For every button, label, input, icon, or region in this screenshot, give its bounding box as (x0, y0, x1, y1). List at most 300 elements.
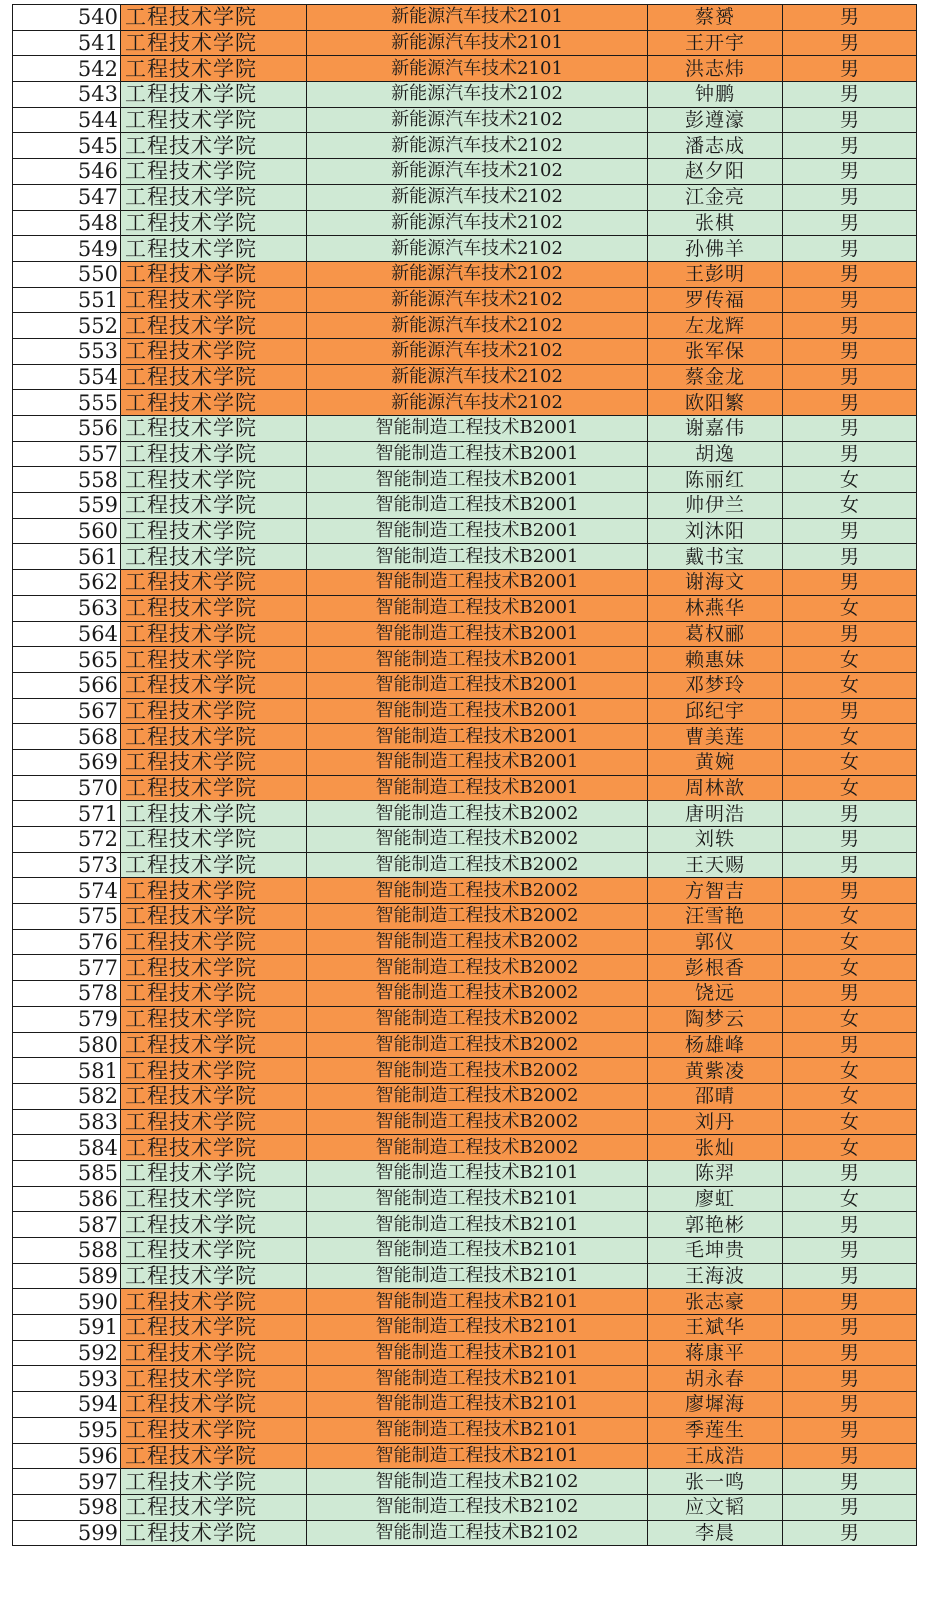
gender-cell[interactable]: 男 (783, 416, 917, 442)
class-cell[interactable]: 智能制造工程技术B2101 (307, 1417, 648, 1443)
row-number-cell[interactable]: 564 (13, 621, 121, 647)
gender-cell[interactable]: 男 (783, 518, 917, 544)
gender-cell[interactable]: 女 (783, 493, 917, 519)
college-cell[interactable]: 工程技术学院 (121, 1006, 307, 1032)
gender-cell[interactable]: 女 (783, 1135, 917, 1161)
gender-cell[interactable]: 男 (783, 159, 917, 185)
class-cell[interactable]: 智能制造工程技术B2101 (307, 1263, 648, 1289)
college-cell[interactable]: 工程技术学院 (121, 416, 307, 442)
college-cell[interactable]: 工程技术学院 (121, 904, 307, 930)
row-number-cell[interactable]: 581 (13, 1058, 121, 1084)
class-cell[interactable]: 新能源汽车技术2101 (307, 30, 648, 56)
college-cell[interactable]: 工程技术学院 (121, 1212, 307, 1238)
row-number-cell[interactable]: 562 (13, 570, 121, 596)
row-number-cell[interactable]: 575 (13, 904, 121, 930)
gender-cell[interactable]: 男 (783, 1494, 917, 1520)
row-number-cell[interactable]: 574 (13, 878, 121, 904)
row-number-cell[interactable]: 568 (13, 724, 121, 750)
college-cell[interactable]: 工程技术学院 (121, 1238, 307, 1264)
gender-cell[interactable]: 女 (783, 1058, 917, 1084)
row-number-cell[interactable]: 586 (13, 1186, 121, 1212)
student-name-cell[interactable]: 饶远 (648, 981, 783, 1007)
college-cell[interactable]: 工程技术学院 (121, 313, 307, 339)
college-cell[interactable]: 工程技术学院 (121, 1417, 307, 1443)
student-name-cell[interactable]: 陈羿 (648, 1160, 783, 1186)
student-name-cell[interactable]: 林燕华 (648, 595, 783, 621)
gender-cell[interactable]: 女 (783, 1186, 917, 1212)
row-number-cell[interactable]: 558 (13, 467, 121, 493)
row-number-cell[interactable]: 594 (13, 1392, 121, 1418)
class-cell[interactable]: 智能制造工程技术B2001 (307, 775, 648, 801)
college-cell[interactable]: 工程技术学院 (121, 1366, 307, 1392)
class-cell[interactable]: 智能制造工程技术B2001 (307, 416, 648, 442)
gender-cell[interactable]: 男 (783, 133, 917, 159)
college-cell[interactable]: 工程技术学院 (121, 107, 307, 133)
gender-cell[interactable]: 女 (783, 1006, 917, 1032)
student-name-cell[interactable]: 王天赐 (648, 852, 783, 878)
college-cell[interactable]: 工程技术学院 (121, 1469, 307, 1495)
row-number-cell[interactable]: 584 (13, 1135, 121, 1161)
row-number-cell[interactable]: 554 (13, 364, 121, 390)
gender-cell[interactable]: 男 (783, 56, 917, 82)
gender-cell[interactable]: 男 (783, 1340, 917, 1366)
class-cell[interactable]: 智能制造工程技术B2001 (307, 570, 648, 596)
row-number-cell[interactable]: 557 (13, 441, 121, 467)
gender-cell[interactable]: 女 (783, 749, 917, 775)
college-cell[interactable]: 工程技术学院 (121, 1340, 307, 1366)
college-cell[interactable]: 工程技术学院 (121, 1083, 307, 1109)
student-name-cell[interactable]: 毛坤贵 (648, 1238, 783, 1264)
student-name-cell[interactable]: 陈丽红 (648, 467, 783, 493)
row-number-cell[interactable]: 544 (13, 107, 121, 133)
gender-cell[interactable]: 男 (783, 107, 917, 133)
college-cell[interactable]: 工程技术学院 (121, 82, 307, 108)
row-number-cell[interactable]: 561 (13, 544, 121, 570)
class-cell[interactable]: 智能制造工程技术B2001 (307, 621, 648, 647)
row-number-cell[interactable]: 572 (13, 827, 121, 853)
college-cell[interactable]: 工程技术学院 (121, 1315, 307, 1341)
gender-cell[interactable]: 男 (783, 1392, 917, 1418)
class-cell[interactable]: 新能源汽车技术2102 (307, 107, 648, 133)
row-number-cell[interactable]: 556 (13, 416, 121, 442)
student-name-cell[interactable]: 唐明浩 (648, 801, 783, 827)
row-number-cell[interactable]: 590 (13, 1289, 121, 1315)
college-cell[interactable]: 工程技术学院 (121, 929, 307, 955)
class-cell[interactable]: 新能源汽车技术2102 (307, 364, 648, 390)
gender-cell[interactable]: 女 (783, 904, 917, 930)
gender-cell[interactable]: 女 (783, 467, 917, 493)
class-cell[interactable]: 智能制造工程技术B2001 (307, 724, 648, 750)
student-name-cell[interactable]: 李晨 (648, 1520, 783, 1546)
class-cell[interactable]: 智能制造工程技术B2002 (307, 904, 648, 930)
student-name-cell[interactable]: 蒋康平 (648, 1340, 783, 1366)
gender-cell[interactable]: 男 (783, 698, 917, 724)
student-name-cell[interactable]: 邵晴 (648, 1083, 783, 1109)
gender-cell[interactable]: 男 (783, 1417, 917, 1443)
gender-cell[interactable]: 女 (783, 1083, 917, 1109)
student-name-cell[interactable]: 周林歆 (648, 775, 783, 801)
class-cell[interactable]: 智能制造工程技术B2101 (307, 1315, 648, 1341)
college-cell[interactable]: 工程技术学院 (121, 1135, 307, 1161)
class-cell[interactable]: 智能制造工程技术B2002 (307, 929, 648, 955)
college-cell[interactable]: 工程技术学院 (121, 1289, 307, 1315)
student-name-cell[interactable]: 王成浩 (648, 1443, 783, 1469)
row-number-cell[interactable]: 598 (13, 1494, 121, 1520)
row-number-cell[interactable]: 553 (13, 338, 121, 364)
gender-cell[interactable]: 男 (783, 1315, 917, 1341)
class-cell[interactable]: 智能制造工程技术B2002 (307, 1109, 648, 1135)
college-cell[interactable]: 工程技术学院 (121, 493, 307, 519)
college-cell[interactable]: 工程技术学院 (121, 595, 307, 621)
gender-cell[interactable]: 男 (783, 1366, 917, 1392)
gender-cell[interactable]: 男 (783, 390, 917, 416)
student-name-cell[interactable]: 张志豪 (648, 1289, 783, 1315)
class-cell[interactable]: 智能制造工程技术B2002 (307, 1135, 648, 1161)
row-number-cell[interactable]: 555 (13, 390, 121, 416)
gender-cell[interactable]: 男 (783, 1520, 917, 1546)
class-cell[interactable]: 智能制造工程技术B2101 (307, 1186, 648, 1212)
row-number-cell[interactable]: 580 (13, 1032, 121, 1058)
class-cell[interactable]: 智能制造工程技术B2001 (307, 647, 648, 673)
gender-cell[interactable]: 男 (783, 1263, 917, 1289)
gender-cell[interactable]: 男 (783, 1289, 917, 1315)
row-number-cell[interactable]: 576 (13, 929, 121, 955)
class-cell[interactable]: 智能制造工程技术B2101 (307, 1443, 648, 1469)
class-cell[interactable]: 智能制造工程技术B2101 (307, 1366, 648, 1392)
student-name-cell[interactable]: 张一鸣 (648, 1469, 783, 1495)
student-name-cell[interactable]: 王斌华 (648, 1315, 783, 1341)
class-cell[interactable]: 新能源汽车技术2102 (307, 261, 648, 287)
gender-cell[interactable]: 男 (783, 1469, 917, 1495)
class-cell[interactable]: 新能源汽车技术2102 (307, 210, 648, 236)
college-cell[interactable]: 工程技术学院 (121, 749, 307, 775)
row-number-cell[interactable]: 583 (13, 1109, 121, 1135)
gender-cell[interactable]: 男 (783, 981, 917, 1007)
college-cell[interactable]: 工程技术学院 (121, 1494, 307, 1520)
gender-cell[interactable]: 男 (783, 1160, 917, 1186)
gender-cell[interactable]: 女 (783, 1109, 917, 1135)
student-name-cell[interactable]: 谢嘉伟 (648, 416, 783, 442)
student-name-cell[interactable]: 黄婉 (648, 749, 783, 775)
college-cell[interactable]: 工程技术学院 (121, 467, 307, 493)
gender-cell[interactable]: 男 (783, 827, 917, 853)
class-cell[interactable]: 智能制造工程技术B2002 (307, 955, 648, 981)
row-number-cell[interactable]: 587 (13, 1212, 121, 1238)
row-number-cell[interactable]: 545 (13, 133, 121, 159)
college-cell[interactable]: 工程技术学院 (121, 236, 307, 262)
gender-cell[interactable]: 男 (783, 338, 917, 364)
student-name-cell[interactable]: 葛权郦 (648, 621, 783, 647)
gender-cell[interactable]: 男 (783, 236, 917, 262)
college-cell[interactable]: 工程技术学院 (121, 878, 307, 904)
student-name-cell[interactable]: 罗传福 (648, 287, 783, 313)
class-cell[interactable]: 新能源汽车技术2102 (307, 236, 648, 262)
class-cell[interactable]: 智能制造工程技术B2001 (307, 493, 648, 519)
student-name-cell[interactable]: 蔡赟 (648, 5, 783, 31)
gender-cell[interactable]: 男 (783, 82, 917, 108)
gender-cell[interactable]: 男 (783, 261, 917, 287)
college-cell[interactable]: 工程技术学院 (121, 184, 307, 210)
gender-cell[interactable]: 男 (783, 1032, 917, 1058)
row-number-cell[interactable]: 585 (13, 1160, 121, 1186)
row-number-cell[interactable]: 548 (13, 210, 121, 236)
college-cell[interactable]: 工程技术学院 (121, 981, 307, 1007)
row-number-cell[interactable]: 563 (13, 595, 121, 621)
class-cell[interactable]: 智能制造工程技术B2001 (307, 672, 648, 698)
college-cell[interactable]: 工程技术学院 (121, 544, 307, 570)
class-cell[interactable]: 智能制造工程技术B2101 (307, 1340, 648, 1366)
class-cell[interactable]: 智能制造工程技术B2002 (307, 852, 648, 878)
class-cell[interactable]: 新能源汽车技术2102 (307, 313, 648, 339)
gender-cell[interactable]: 女 (783, 955, 917, 981)
college-cell[interactable]: 工程技术学院 (121, 698, 307, 724)
college-cell[interactable]: 工程技术学院 (121, 647, 307, 673)
college-cell[interactable]: 工程技术学院 (121, 852, 307, 878)
class-cell[interactable]: 智能制造工程技术B2001 (307, 518, 648, 544)
student-name-cell[interactable]: 陶梦云 (648, 1006, 783, 1032)
college-cell[interactable]: 工程技术学院 (121, 775, 307, 801)
class-cell[interactable]: 智能制造工程技术B2101 (307, 1212, 648, 1238)
class-cell[interactable]: 智能制造工程技术B2101 (307, 1238, 648, 1264)
class-cell[interactable]: 智能制造工程技术B2101 (307, 1289, 648, 1315)
student-name-cell[interactable]: 胡永春 (648, 1366, 783, 1392)
college-cell[interactable]: 工程技术学院 (121, 364, 307, 390)
college-cell[interactable]: 工程技术学院 (121, 287, 307, 313)
student-name-cell[interactable]: 孙佛羊 (648, 236, 783, 262)
college-cell[interactable]: 工程技术学院 (121, 210, 307, 236)
college-cell[interactable]: 工程技术学院 (121, 441, 307, 467)
class-cell[interactable]: 智能制造工程技术B2002 (307, 1058, 648, 1084)
row-number-cell[interactable]: 591 (13, 1315, 121, 1341)
student-name-cell[interactable]: 胡逸 (648, 441, 783, 467)
gender-cell[interactable]: 男 (783, 30, 917, 56)
gender-cell[interactable]: 男 (783, 441, 917, 467)
college-cell[interactable]: 工程技术学院 (121, 724, 307, 750)
row-number-cell[interactable]: 546 (13, 159, 121, 185)
college-cell[interactable]: 工程技术学院 (121, 1032, 307, 1058)
student-name-cell[interactable]: 邱纪宇 (648, 698, 783, 724)
gender-cell[interactable]: 男 (783, 801, 917, 827)
class-cell[interactable]: 智能制造工程技术B2001 (307, 441, 648, 467)
class-cell[interactable]: 智能制造工程技术B2001 (307, 749, 648, 775)
student-name-cell[interactable]: 刘丹 (648, 1109, 783, 1135)
row-number-cell[interactable]: 550 (13, 261, 121, 287)
row-number-cell[interactable]: 577 (13, 955, 121, 981)
student-name-cell[interactable]: 郭艳彬 (648, 1212, 783, 1238)
row-number-cell[interactable]: 592 (13, 1340, 121, 1366)
row-number-cell[interactable]: 597 (13, 1469, 121, 1495)
college-cell[interactable]: 工程技术学院 (121, 133, 307, 159)
college-cell[interactable]: 工程技术学院 (121, 1058, 307, 1084)
college-cell[interactable]: 工程技术学院 (121, 338, 307, 364)
student-name-cell[interactable]: 洪志炜 (648, 56, 783, 82)
class-cell[interactable]: 智能制造工程技术B2102 (307, 1520, 648, 1546)
row-number-cell[interactable]: 560 (13, 518, 121, 544)
student-name-cell[interactable]: 张棋 (648, 210, 783, 236)
row-number-cell[interactable]: 559 (13, 493, 121, 519)
student-name-cell[interactable]: 刘沐阳 (648, 518, 783, 544)
row-number-cell[interactable]: 567 (13, 698, 121, 724)
gender-cell[interactable]: 男 (783, 878, 917, 904)
gender-cell[interactable]: 男 (783, 621, 917, 647)
row-number-cell[interactable]: 593 (13, 1366, 121, 1392)
student-name-cell[interactable]: 王开宇 (648, 30, 783, 56)
row-number-cell[interactable]: 569 (13, 749, 121, 775)
college-cell[interactable]: 工程技术学院 (121, 1160, 307, 1186)
class-cell[interactable]: 新能源汽车技术2102 (307, 133, 648, 159)
college-cell[interactable]: 工程技术学院 (121, 801, 307, 827)
student-name-cell[interactable]: 钟鹏 (648, 82, 783, 108)
student-name-cell[interactable]: 杨雄峰 (648, 1032, 783, 1058)
row-number-cell[interactable]: 543 (13, 82, 121, 108)
row-number-cell[interactable]: 578 (13, 981, 121, 1007)
gender-cell[interactable]: 男 (783, 313, 917, 339)
class-cell[interactable]: 新能源汽车技术2102 (307, 159, 648, 185)
college-cell[interactable]: 工程技术学院 (121, 621, 307, 647)
gender-cell[interactable]: 男 (783, 210, 917, 236)
class-cell[interactable]: 智能制造工程技术B2101 (307, 1160, 648, 1186)
class-cell[interactable]: 智能制造工程技术B2102 (307, 1494, 648, 1520)
college-cell[interactable]: 工程技术学院 (121, 390, 307, 416)
row-number-cell[interactable]: 573 (13, 852, 121, 878)
college-cell[interactable]: 工程技术学院 (121, 1186, 307, 1212)
student-name-cell[interactable]: 赖惠妹 (648, 647, 783, 673)
college-cell[interactable]: 工程技术学院 (121, 570, 307, 596)
gender-cell[interactable]: 女 (783, 647, 917, 673)
gender-cell[interactable]: 女 (783, 929, 917, 955)
row-number-cell[interactable]: 599 (13, 1520, 121, 1546)
class-cell[interactable]: 新能源汽车技术2102 (307, 390, 648, 416)
class-cell[interactable]: 智能制造工程技术B2001 (307, 544, 648, 570)
college-cell[interactable]: 工程技术学院 (121, 56, 307, 82)
class-cell[interactable]: 智能制造工程技术B2001 (307, 595, 648, 621)
student-name-cell[interactable]: 彭遵濠 (648, 107, 783, 133)
class-cell[interactable]: 智能制造工程技术B2102 (307, 1469, 648, 1495)
college-cell[interactable]: 工程技术学院 (121, 1520, 307, 1546)
student-name-cell[interactable]: 王海波 (648, 1263, 783, 1289)
student-name-cell[interactable]: 邓梦玲 (648, 672, 783, 698)
student-name-cell[interactable]: 彭根香 (648, 955, 783, 981)
row-number-cell[interactable]: 542 (13, 56, 121, 82)
student-name-cell[interactable]: 张军保 (648, 338, 783, 364)
college-cell[interactable]: 工程技术学院 (121, 30, 307, 56)
gender-cell[interactable]: 男 (783, 364, 917, 390)
gender-cell[interactable]: 女 (783, 595, 917, 621)
college-cell[interactable]: 工程技术学院 (121, 1392, 307, 1418)
student-name-cell[interactable]: 帅伊兰 (648, 493, 783, 519)
student-name-cell[interactable]: 廖墀海 (648, 1392, 783, 1418)
student-name-cell[interactable]: 戴书宝 (648, 544, 783, 570)
college-cell[interactable]: 工程技术学院 (121, 5, 307, 31)
student-name-cell[interactable]: 方智吉 (648, 878, 783, 904)
student-name-cell[interactable]: 左龙辉 (648, 313, 783, 339)
row-number-cell[interactable]: 579 (13, 1006, 121, 1032)
student-name-cell[interactable]: 蔡金龙 (648, 364, 783, 390)
student-name-cell[interactable]: 郭仪 (648, 929, 783, 955)
student-name-cell[interactable]: 应文韬 (648, 1494, 783, 1520)
student-name-cell[interactable]: 汪雪艳 (648, 904, 783, 930)
college-cell[interactable]: 工程技术学院 (121, 518, 307, 544)
class-cell[interactable]: 新能源汽车技术2102 (307, 287, 648, 313)
gender-cell[interactable]: 男 (783, 287, 917, 313)
row-number-cell[interactable]: 596 (13, 1443, 121, 1469)
class-cell[interactable]: 智能制造工程技术B2001 (307, 698, 648, 724)
student-name-cell[interactable]: 季莲生 (648, 1417, 783, 1443)
row-number-cell[interactable]: 589 (13, 1263, 121, 1289)
row-number-cell[interactable]: 552 (13, 313, 121, 339)
gender-cell[interactable]: 女 (783, 672, 917, 698)
gender-cell[interactable]: 男 (783, 544, 917, 570)
college-cell[interactable]: 工程技术学院 (121, 1109, 307, 1135)
gender-cell[interactable]: 男 (783, 5, 917, 31)
class-cell[interactable]: 新能源汽车技术2102 (307, 184, 648, 210)
row-number-cell[interactable]: 541 (13, 30, 121, 56)
gender-cell[interactable]: 女 (783, 724, 917, 750)
gender-cell[interactable]: 男 (783, 1238, 917, 1264)
student-name-cell[interactable]: 张灿 (648, 1135, 783, 1161)
gender-cell[interactable]: 男 (783, 1212, 917, 1238)
row-number-cell[interactable]: 549 (13, 236, 121, 262)
student-name-cell[interactable]: 潘志成 (648, 133, 783, 159)
gender-cell[interactable]: 女 (783, 775, 917, 801)
student-name-cell[interactable]: 赵夕阳 (648, 159, 783, 185)
class-cell[interactable]: 智能制造工程技术B2002 (307, 801, 648, 827)
student-name-cell[interactable]: 江金亮 (648, 184, 783, 210)
college-cell[interactable]: 工程技术学院 (121, 1263, 307, 1289)
college-cell[interactable]: 工程技术学院 (121, 261, 307, 287)
row-number-cell[interactable]: 540 (13, 5, 121, 31)
student-name-cell[interactable]: 刘轶 (648, 827, 783, 853)
class-cell[interactable]: 智能制造工程技术B2101 (307, 1392, 648, 1418)
college-cell[interactable]: 工程技术学院 (121, 827, 307, 853)
college-cell[interactable]: 工程技术学院 (121, 672, 307, 698)
class-cell[interactable]: 智能制造工程技术B2002 (307, 1006, 648, 1032)
class-cell[interactable]: 智能制造工程技术B2002 (307, 981, 648, 1007)
row-number-cell[interactable]: 582 (13, 1083, 121, 1109)
row-number-cell[interactable]: 566 (13, 672, 121, 698)
row-number-cell[interactable]: 570 (13, 775, 121, 801)
student-name-cell[interactable]: 王彭明 (648, 261, 783, 287)
class-cell[interactable]: 智能制造工程技术B2002 (307, 1032, 648, 1058)
class-cell[interactable]: 新能源汽车技术2101 (307, 5, 648, 31)
row-number-cell[interactable]: 565 (13, 647, 121, 673)
student-name-cell[interactable]: 黄紫凌 (648, 1058, 783, 1084)
row-number-cell[interactable]: 595 (13, 1417, 121, 1443)
row-number-cell[interactable]: 571 (13, 801, 121, 827)
class-cell[interactable]: 智能制造工程技术B2002 (307, 827, 648, 853)
gender-cell[interactable]: 男 (783, 184, 917, 210)
gender-cell[interactable]: 男 (783, 1443, 917, 1469)
row-number-cell[interactable]: 588 (13, 1238, 121, 1264)
college-cell[interactable]: 工程技术学院 (121, 1443, 307, 1469)
class-cell[interactable]: 智能制造工程技术B2002 (307, 878, 648, 904)
class-cell[interactable]: 新能源汽车技术2101 (307, 56, 648, 82)
college-cell[interactable]: 工程技术学院 (121, 955, 307, 981)
class-cell[interactable]: 智能制造工程技术B2001 (307, 467, 648, 493)
class-cell[interactable]: 智能制造工程技术B2002 (307, 1083, 648, 1109)
gender-cell[interactable]: 男 (783, 570, 917, 596)
student-name-cell[interactable]: 曹美莲 (648, 724, 783, 750)
student-name-cell[interactable]: 谢海文 (648, 570, 783, 596)
student-name-cell[interactable]: 欧阳繁 (648, 390, 783, 416)
student-name-cell[interactable]: 廖虹 (648, 1186, 783, 1212)
row-number-cell[interactable]: 551 (13, 287, 121, 313)
row-number-cell[interactable]: 547 (13, 184, 121, 210)
class-cell[interactable]: 新能源汽车技术2102 (307, 338, 648, 364)
college-cell[interactable]: 工程技术学院 (121, 159, 307, 185)
gender-cell[interactable]: 男 (783, 852, 917, 878)
class-cell[interactable]: 新能源汽车技术2102 (307, 82, 648, 108)
